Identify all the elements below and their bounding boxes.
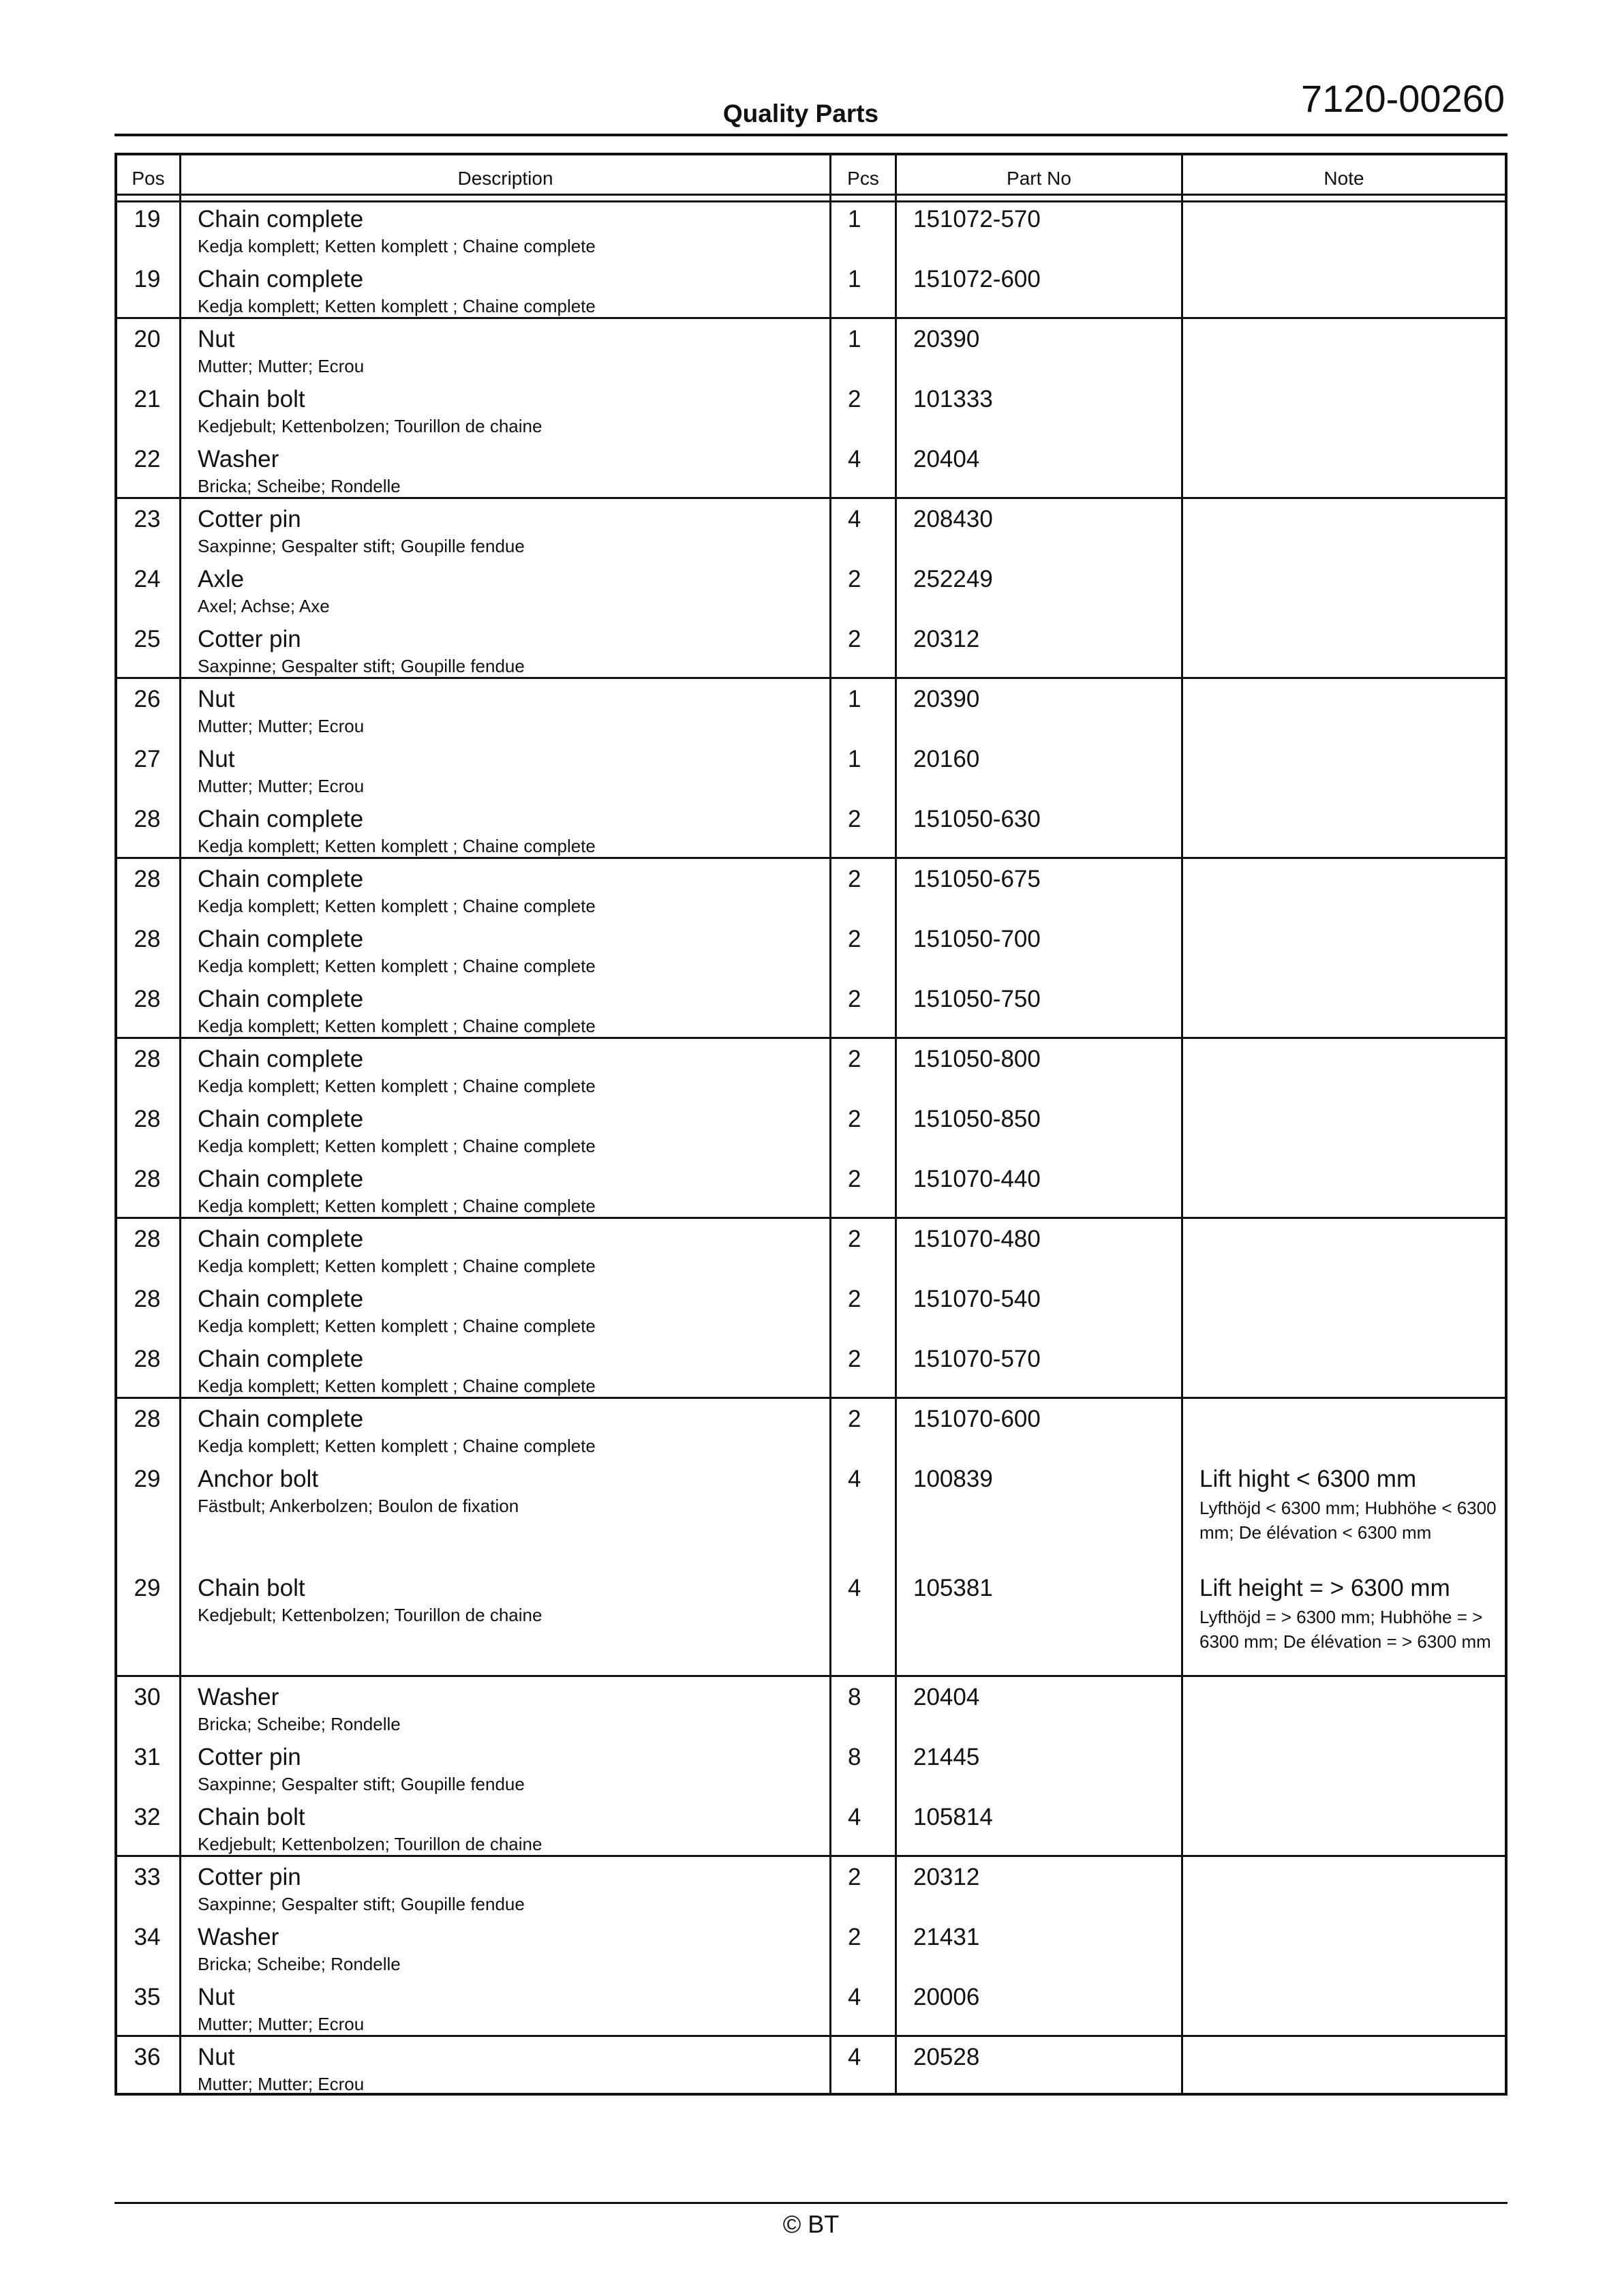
row-pcs: 1 <box>848 326 861 352</box>
part-translation: Kedja komplett; Ketten komplett ; Chaine complete <box>198 1016 596 1036</box>
group-divider <box>117 497 1505 499</box>
table-row <box>117 982 1505 1042</box>
part-number: 20160 <box>913 746 980 772</box>
part-translation: Kedja komplett; Ketten komplett ; Chaine complete <box>198 1196 596 1216</box>
part-name: Nut <box>198 2044 235 2070</box>
row-pos: 31 <box>134 1744 161 1770</box>
row-pos: 35 <box>134 1984 161 2010</box>
table-row <box>117 322 1505 382</box>
table-row <box>117 502 1505 562</box>
row-note-translation: Lyfthöjd < 6300 mm; Hubhöhe < 6300 mm; De élévation < 6300 mm <box>1199 1498 1497 1543</box>
row-pos: 32 <box>134 1804 161 1830</box>
part-translation: Mutter; Mutter; Ecrou <box>198 356 365 376</box>
row-pos: 28 <box>134 1286 161 1312</box>
part-name: Cotter pin <box>198 626 301 652</box>
table-row <box>117 1042 1505 1102</box>
part-translation: Fästbult; Ankerbolzen; Boulon de fixation <box>198 1496 519 1516</box>
part-translation: Bricka; Scheibe; Rondelle <box>198 1954 401 1974</box>
row-pcs: 2 <box>848 1406 861 1432</box>
row-note: Lift height = > 6300 mm <box>1199 1575 1450 1601</box>
part-translation: Kedja komplett; Ketten komplett ; Chaine complete <box>198 1256 596 1276</box>
part-number: 20390 <box>913 686 980 712</box>
row-pos: 21 <box>134 386 161 412</box>
row-pcs: 2 <box>848 1924 861 1950</box>
part-translation: Mutter; Mutter; Ecrou <box>198 776 365 796</box>
row-pcs: 2 <box>848 566 861 592</box>
part-number: 151072-600 <box>913 266 1041 292</box>
row-pos: 28 <box>134 926 161 952</box>
row-pcs: 1 <box>848 686 861 712</box>
group-divider <box>117 857 1505 859</box>
part-number: 151050-750 <box>913 986 1041 1012</box>
row-pos: 20 <box>134 326 161 352</box>
row-pcs: 2 <box>848 926 861 952</box>
row-pcs: 2 <box>848 626 861 652</box>
part-translation: Kedja komplett; Ketten komplett ; Chaine complete <box>198 1436 596 1456</box>
parts-table <box>114 153 1508 2096</box>
part-number: 151050-850 <box>913 1106 1041 1132</box>
table-row <box>117 562 1505 622</box>
part-number: 21431 <box>913 1924 980 1950</box>
part-translation: Kedja komplett; Ketten komplett ; Chaine complete <box>198 1136 596 1156</box>
row-pcs: 4 <box>848 1575 861 1601</box>
row-pcs: 2 <box>848 386 861 412</box>
table-row <box>117 1402 1505 1462</box>
part-name: Chain complete <box>198 1346 364 1372</box>
part-number: 20390 <box>913 326 980 352</box>
table-row <box>117 442 1505 502</box>
part-name: Cotter pin <box>198 1744 301 1770</box>
row-pos: 34 <box>134 1924 161 1950</box>
table-row <box>117 1222 1505 1282</box>
part-number: 151050-675 <box>913 866 1041 892</box>
group-divider <box>117 2035 1505 2037</box>
row-pcs: 2 <box>848 806 861 832</box>
part-name: Washer <box>198 1684 279 1710</box>
part-number: 20404 <box>913 446 980 472</box>
table-row <box>117 682 1505 742</box>
group-divider <box>117 1855 1505 1857</box>
table-row <box>117 1980 1505 2040</box>
row-pcs: 2 <box>848 1046 861 1072</box>
part-name: Chain bolt <box>198 386 305 412</box>
table-row <box>117 742 1505 802</box>
part-name: Chain complete <box>198 926 364 952</box>
row-pos: 23 <box>134 506 161 532</box>
part-translation: Saxpinne; Gespalter stift; Goupille fendue <box>198 656 525 676</box>
part-number: 101333 <box>913 386 993 412</box>
part-name: Chain complete <box>198 1286 364 1312</box>
table-row <box>117 1680 1505 1740</box>
row-pcs: 2 <box>848 1106 861 1132</box>
row-pcs: 4 <box>848 446 861 472</box>
part-translation: Mutter; Mutter; Ecrou <box>198 2074 365 2094</box>
table-row <box>117 1860 1505 1920</box>
footer-rule <box>114 2202 1508 2204</box>
row-pos: 28 <box>134 806 161 832</box>
part-translation: Bricka; Scheibe; Rondelle <box>198 1714 401 1734</box>
part-translation: Kedja komplett; Ketten komplett ; Chaine complete <box>198 1316 596 1336</box>
row-pos: 28 <box>134 1346 161 1372</box>
part-number: 151050-700 <box>913 926 1041 952</box>
part-number: 252249 <box>913 566 993 592</box>
part-translation: Kedja komplett; Ketten komplett ; Chaine complete <box>198 896 596 916</box>
part-number: 151070-600 <box>913 1406 1041 1432</box>
group-divider <box>117 1037 1505 1039</box>
column-header-note: Note <box>1323 168 1364 189</box>
table-row <box>117 382 1505 442</box>
row-pos: 28 <box>134 1226 161 1252</box>
part-name: Chain complete <box>198 1226 364 1252</box>
group-divider <box>117 677 1505 679</box>
part-number: 151070-480 <box>913 1226 1041 1252</box>
row-pcs: 2 <box>848 1166 861 1192</box>
part-translation: Saxpinne; Gespalter stift; Goupille fendue <box>198 536 525 556</box>
table-row <box>117 1102 1505 1162</box>
part-number: 151070-540 <box>913 1286 1041 1312</box>
table-row <box>117 922 1505 982</box>
part-translation: Kedja komplett; Ketten komplett ; Chaine complete <box>198 1376 596 1396</box>
part-name: Chain complete <box>198 266 364 292</box>
row-pcs: 2 <box>848 1286 861 1312</box>
table-row <box>117 1282 1505 1342</box>
row-note-translation: Lyfthöjd = > 6300 mm; Hubhöhe = > 6300 mm; De élévation = > 6300 mm <box>1199 1607 1491 1652</box>
part-number: 151070-440 <box>913 1166 1041 1192</box>
part-number: 100839 <box>913 1466 993 1492</box>
column-header-description: Description <box>457 168 553 189</box>
part-name: Anchor bolt <box>198 1466 319 1492</box>
part-name: Washer <box>198 446 279 472</box>
row-pcs: 8 <box>848 1744 861 1770</box>
row-pos: 28 <box>134 1106 161 1132</box>
part-name: Chain complete <box>198 986 364 1012</box>
part-translation: Axel; Achse; Axe <box>198 596 330 616</box>
part-name: Washer <box>198 1924 279 1950</box>
table-row <box>117 1920 1505 1980</box>
row-pos: 27 <box>134 746 161 772</box>
part-translation: Kedjebult; Kettenbolzen; Tourillon de chaine <box>198 1834 542 1854</box>
part-number: 151050-800 <box>913 1046 1041 1072</box>
part-translation: Kedjebult; Kettenbolzen; Tourillon de chaine <box>198 416 542 436</box>
row-pcs: 4 <box>848 1466 861 1492</box>
row-pos: 22 <box>134 446 161 472</box>
part-name: Chain complete <box>198 866 364 892</box>
copyright: © BT <box>782 2210 840 2238</box>
part-translation: Mutter; Mutter; Ecrou <box>198 2014 365 2034</box>
part-name: Chain complete <box>198 1106 364 1132</box>
row-pcs: 4 <box>848 1804 861 1830</box>
column-header-pcs: Pcs <box>847 168 879 189</box>
table-row <box>117 862 1505 922</box>
part-name: Nut <box>198 326 235 352</box>
part-name: Chain bolt <box>198 1804 305 1830</box>
row-pos: 25 <box>134 626 161 652</box>
document-number: 7120-00260 <box>1301 77 1505 120</box>
row-pos: 28 <box>134 866 161 892</box>
row-pcs: 1 <box>848 206 861 232</box>
page-title: Quality Parts <box>722 100 879 127</box>
row-pos: 30 <box>134 1684 161 1710</box>
table-row <box>117 1800 1505 1860</box>
group-divider <box>117 1675 1505 1677</box>
part-translation: Kedja komplett; Ketten komplett ; Chaine complete <box>198 296 596 316</box>
part-translation: Bricka; Scheibe; Rondelle <box>198 476 401 496</box>
part-translation: Mutter; Mutter; Ecrou <box>198 716 365 736</box>
group-divider <box>117 1217 1505 1219</box>
part-name: Chain complete <box>198 1166 364 1192</box>
part-number: 151072-570 <box>913 206 1041 232</box>
part-name: Chain complete <box>198 806 364 832</box>
table-row <box>117 2040 1505 2100</box>
row-pcs: 2 <box>848 986 861 1012</box>
row-pos: 24 <box>134 566 161 592</box>
row-pcs: 2 <box>848 1346 861 1372</box>
part-number: 151050-630 <box>913 806 1041 832</box>
part-translation: Kedja komplett; Ketten komplett ; Chaine complete <box>198 1076 596 1096</box>
row-pos: 19 <box>134 266 161 292</box>
row-pcs: 4 <box>848 2044 861 2070</box>
row-pcs: 4 <box>848 1984 861 2010</box>
row-pos: 28 <box>134 1166 161 1192</box>
row-pos: 28 <box>134 1046 161 1072</box>
part-name: Cotter pin <box>198 1864 301 1890</box>
table-row <box>117 1740 1505 1800</box>
table-row <box>117 1342 1505 1402</box>
table-row <box>117 1571 1505 1652</box>
part-translation: Saxpinne; Gespalter stift; Goupille fendue <box>198 1774 525 1794</box>
part-name: Chain complete <box>198 1406 364 1432</box>
group-divider <box>117 317 1505 319</box>
part-number: 21445 <box>913 1744 980 1770</box>
column-header-pos: Pos <box>132 168 165 189</box>
part-name: Nut <box>198 746 235 772</box>
part-translation: Kedja komplett; Ketten komplett ; Chaine complete <box>198 236 596 256</box>
part-number: 151070-570 <box>913 1346 1041 1372</box>
part-translation: Kedja komplett; Ketten komplett ; Chaine complete <box>198 956 596 976</box>
table-row <box>117 622 1505 682</box>
part-number: 20312 <box>913 1864 980 1890</box>
row-note: Lift hight < 6300 mm <box>1199 1466 1417 1492</box>
part-name: Nut <box>198 1984 235 2010</box>
column-header-part-no: Part No <box>1007 168 1071 189</box>
part-name: Chain bolt <box>198 1575 305 1601</box>
row-pcs: 2 <box>848 1864 861 1890</box>
row-pcs: 1 <box>848 266 861 292</box>
part-name: Nut <box>198 686 235 712</box>
row-pcs: 4 <box>848 506 861 532</box>
table-row <box>117 262 1505 322</box>
part-translation: Saxpinne; Gespalter stift; Goupille fendue <box>198 1894 525 1914</box>
row-pos: 28 <box>134 1406 161 1432</box>
row-pcs: 2 <box>848 866 861 892</box>
part-number: 105381 <box>913 1575 993 1601</box>
part-number: 105814 <box>913 1804 993 1830</box>
row-pos: 29 <box>134 1575 161 1601</box>
part-name: Chain complete <box>198 1046 364 1072</box>
part-number: 20312 <box>913 626 980 652</box>
row-pos: 26 <box>134 686 161 712</box>
part-number: 20404 <box>913 1684 980 1710</box>
row-pos: 29 <box>134 1466 161 1492</box>
row-pos: 28 <box>134 986 161 1012</box>
part-name: Axle <box>198 566 245 592</box>
row-pos: 36 <box>134 2044 161 2070</box>
part-name: Cotter pin <box>198 506 301 532</box>
row-pos: 19 <box>134 206 161 232</box>
part-translation: Kedjebult; Kettenbolzen; Tourillon de chaine <box>198 1605 542 1625</box>
table-row <box>117 1462 1505 1543</box>
row-pos: 33 <box>134 1864 161 1890</box>
table-row <box>117 802 1505 862</box>
header-rule <box>114 134 1508 136</box>
part-number: 208430 <box>913 506 993 532</box>
row-pcs: 8 <box>848 1684 861 1710</box>
table-row <box>117 1162 1505 1222</box>
part-number: 20528 <box>913 2044 980 2070</box>
row-pcs: 2 <box>848 1226 861 1252</box>
part-number: 20006 <box>913 1984 980 2010</box>
part-translation: Kedja komplett; Ketten komplett ; Chaine complete <box>198 836 596 856</box>
table-row <box>117 202 1505 262</box>
group-divider <box>117 1397 1505 1399</box>
part-name: Chain complete <box>198 206 364 232</box>
row-pcs: 1 <box>848 746 861 772</box>
